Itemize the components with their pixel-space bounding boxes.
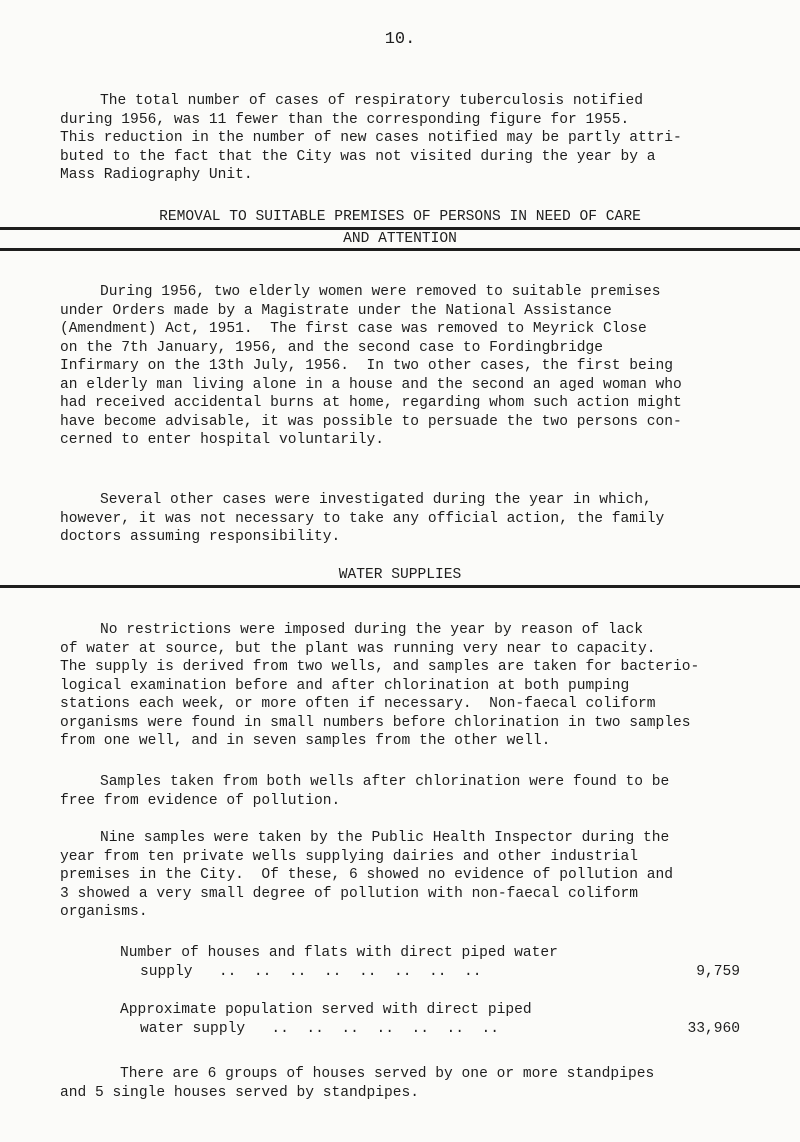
text-line: Nine samples were taken by the Public Health Inspector during the xyxy=(100,830,670,846)
text-line: Samples taken from both wells after chlorination were found to be xyxy=(100,774,670,790)
text-line: during 1956, was 11 fewer than the corresponding figure for 1955. xyxy=(60,111,630,128)
page-number: 10. xyxy=(384,30,416,49)
text-line: premises in the City. Of these, 6 showed no evidence of pollution and xyxy=(60,867,674,883)
nine-paragraph xyxy=(60,829,765,922)
stat-label: supply .. .. .. .. .. .. .. .. xyxy=(140,963,482,980)
text-line: organisms were found in small numbers before chlorination in two samples xyxy=(60,714,691,731)
text-line: free from evidence of pollution. xyxy=(60,792,341,809)
stat-label: Approximate population served with direct piped xyxy=(120,1002,532,1018)
text-line: There are 6 groups of houses served by one or more standpipes xyxy=(120,1066,655,1082)
heading-line: WATER SUPPLIES xyxy=(0,566,800,588)
text-line: under Orders made by a Magistrate under the National Assistance xyxy=(60,302,612,319)
text-line: from one well, and in seven samples from the other well. xyxy=(60,733,551,749)
water-heading xyxy=(0,566,800,588)
text-line: No restrictions were imposed during the year by reason of lack xyxy=(100,622,643,638)
text-line: organisms. xyxy=(60,904,148,920)
text-line: This reduction in the number of new cases notified may be partly attri- xyxy=(60,130,682,146)
tb-paragraph xyxy=(60,92,765,185)
text-line: Infirmary on the 13th July, 1956. In two other cases, the first being xyxy=(60,358,674,374)
text-line: had received accidental burns at home, regarding whom such action might xyxy=(60,395,682,411)
text-line: and 5 single houses served by standpipes. xyxy=(60,1084,420,1101)
text-line: of water at source, but the plant was running very near to capacity. xyxy=(60,640,656,657)
heading-line: REMOVAL TO SUITABLE PREMISES OF PERSONS IN NEED OF CARE xyxy=(0,208,800,230)
text-line: have become advisable, it was possible to persuade the two persons con- xyxy=(60,413,682,430)
stat-value: 9,759 xyxy=(696,963,740,980)
text-line: The total number of cases of respiratory tuberculosis notified xyxy=(100,93,643,109)
water-paragraph xyxy=(60,621,765,751)
text-line: doctors assuming responsibility. xyxy=(60,529,341,545)
text-line: however, it was not necessary to take any official action, the family xyxy=(60,510,665,527)
several-paragraph xyxy=(60,491,765,547)
text-line: (Amendment) Act, 1951. The first case was removed to Meyrick Close xyxy=(60,321,647,337)
stat-row-population xyxy=(120,1001,770,1038)
text-line: The supply is derived from two wells, and samples are taken for bacterio- xyxy=(60,659,700,675)
text-line: Mass Radiography Unit. xyxy=(60,167,253,183)
text-line: During 1956, two elderly women were removed to suitable premises xyxy=(100,284,661,300)
text-line: 3 showed a very small degree of pollution with non-faecal coliform xyxy=(60,885,639,902)
text-line: year from ten private wells supplying dairies and other industrial xyxy=(60,848,639,865)
text-line: on the 7th January, 1956, and the second case to Fordingbridge xyxy=(60,339,603,356)
removal-paragraph xyxy=(60,283,765,450)
stat-label: water supply .. .. .. .. .. .. .. xyxy=(140,1020,500,1037)
text-line: buted to the fact that the City was not visited during the year by a xyxy=(60,148,656,165)
stat-label: Number of houses and flats with direct piped water xyxy=(120,945,558,961)
stat-value: 33,960 xyxy=(687,1020,740,1037)
standpipes-paragraph xyxy=(60,1065,765,1102)
text-line: cerned to enter hospital voluntarily. xyxy=(60,432,385,448)
heading-line: AND ATTENTION xyxy=(0,230,800,252)
stat-row-houses xyxy=(120,944,770,981)
removal-heading xyxy=(0,208,800,251)
samples-paragraph xyxy=(60,773,765,810)
text-line: logical examination before and after chlorination at both pumping xyxy=(60,677,630,694)
text-line: an elderly man living alone in a house and the second an aged woman who xyxy=(60,376,682,393)
text-line: stations each week, or more often if necessary. Non-faecal coliform xyxy=(60,696,656,712)
text-line: Several other cases were investigated during the year in which, xyxy=(100,492,652,508)
